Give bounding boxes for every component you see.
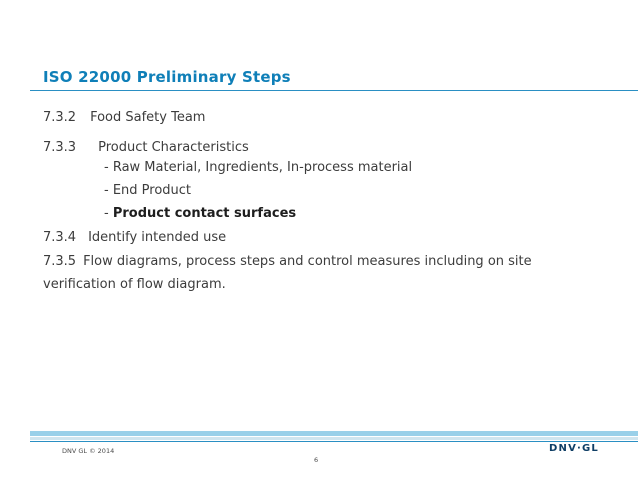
section-text: Product Characteristics xyxy=(98,140,249,155)
footer-band-line xyxy=(30,441,638,442)
title-divider xyxy=(30,90,638,91)
list-item-7-3-4 xyxy=(43,230,226,245)
sub-item-prefix: - xyxy=(104,206,113,221)
copyright-text: DNV GL © 2014 xyxy=(62,447,115,455)
dnv-gl-logo: DNV·GL xyxy=(549,443,599,454)
section-text: Flow diagrams, process steps and control measures including on site xyxy=(83,254,532,269)
footer-band-middle xyxy=(30,437,638,440)
list-item-continuation: verification of flow diagram. xyxy=(43,277,226,292)
footer-band-top xyxy=(30,431,638,436)
section-number: 7.3.3 xyxy=(43,140,77,155)
sub-item-raw-material: - Raw Material, Ingredients, In-process material xyxy=(104,160,413,175)
section-number: 7.3.5 xyxy=(43,254,77,269)
list-item-7-3-3 xyxy=(43,140,249,155)
sub-item-bold-text: Product contact surfaces xyxy=(112,206,297,221)
section-text: Identify intended use xyxy=(88,230,227,245)
section-text: Food Safety Team xyxy=(90,110,206,125)
list-item-7-3-2 xyxy=(43,110,205,125)
list-item-7-3-5 xyxy=(43,254,532,269)
section-number: 7.3.2 xyxy=(43,110,77,125)
section-number: 7.3.4 xyxy=(43,230,77,245)
sub-item-end-product: - End Product xyxy=(104,183,192,198)
slide-title: ISO 22000 Preliminary Steps xyxy=(43,68,291,86)
sub-item-contact-surfaces xyxy=(104,206,296,221)
page-number: 6 xyxy=(314,456,319,464)
